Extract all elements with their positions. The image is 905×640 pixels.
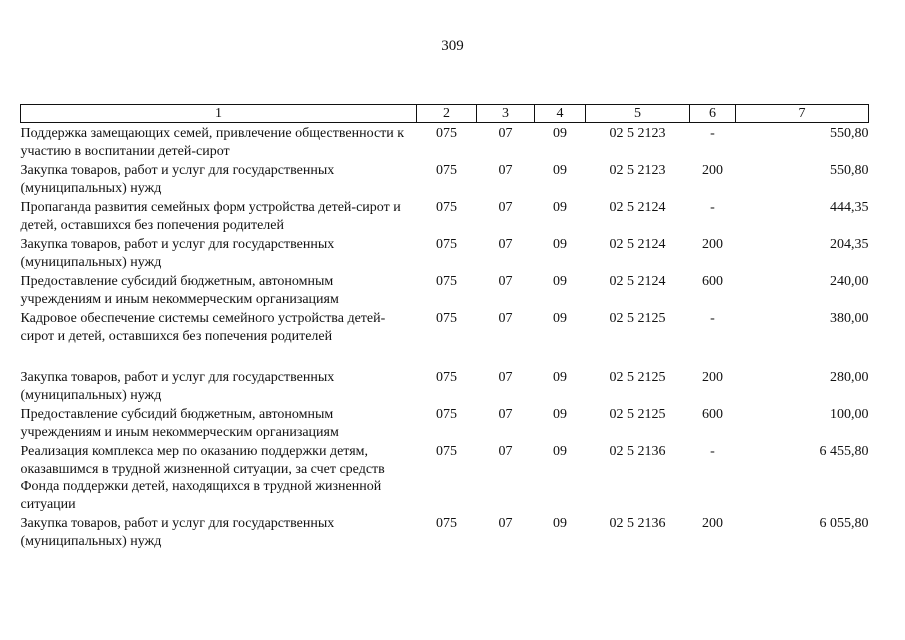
- table-row: [21, 197, 869, 234]
- section-code: 07: [498, 163, 513, 178]
- ministry-code: 075: [436, 237, 457, 252]
- subsection-code: 09: [553, 274, 567, 289]
- amount: 6 055,80: [819, 516, 869, 531]
- section-code: 07: [498, 370, 513, 385]
- amount: 550,80: [830, 126, 869, 141]
- expense-type-code: 200: [702, 516, 723, 531]
- section-code: 07: [498, 407, 513, 422]
- column-header: 5: [586, 105, 690, 123]
- target-article-code: 02 5 2123: [609, 163, 666, 178]
- target-article-code: 02 5 2125: [609, 407, 666, 422]
- column-header: 2: [417, 105, 477, 123]
- table-row: [21, 160, 869, 197]
- table-row: [21, 513, 869, 550]
- item-description: Предоставление субсидий бюджетным, автономным учреждениям и иным некоммерческим организациям: [20, 407, 339, 440]
- table-row: [21, 123, 869, 161]
- amount: 280,00: [830, 370, 869, 385]
- amount: 240,00: [830, 274, 869, 289]
- column-header: 7: [736, 105, 869, 123]
- subsection-code: 09: [553, 237, 567, 252]
- budget-table: [20, 104, 869, 550]
- page-number: 309: [441, 38, 464, 54]
- item-description: Реализация комплекса мер по оказанию поддержки детям, оказавшимся в трудной жизненной ситуации, за счет средств Фонда поддержки детей, находящихся в трудной жизненной ситуации: [20, 444, 385, 512]
- section-code: 07: [498, 237, 513, 252]
- item-description: Поддержка замещающих семей, привлечение общественности к участию в воспитании детей-сирот: [20, 126, 405, 159]
- item-description: Закупка товаров, работ и услуг для государственных (муниципальных) нужд: [20, 370, 335, 403]
- expense-type-code: 200: [702, 163, 723, 178]
- amount: 444,35: [830, 200, 869, 215]
- ministry-code: 075: [436, 200, 457, 215]
- expense-type-code: 200: [702, 370, 723, 385]
- section-code: 07: [498, 444, 513, 459]
- amount: 550,80: [830, 163, 869, 178]
- amount: 100,00: [830, 407, 869, 422]
- subsection-code: 09: [553, 516, 567, 531]
- subsection-code: 09: [553, 163, 567, 178]
- table-row: [21, 271, 869, 308]
- item-description: Закупка товаров, работ и услуг для государственных (муниципальных) нужд: [20, 237, 335, 270]
- section-code: 07: [498, 274, 513, 289]
- ministry-code: 075: [436, 163, 457, 178]
- amount: 380,00: [830, 311, 869, 326]
- ministry-code: 075: [436, 311, 457, 326]
- target-article-code: 02 5 2124: [609, 237, 666, 252]
- ministry-code: 075: [436, 370, 457, 385]
- subsection-code: 09: [553, 126, 567, 141]
- table-row: [21, 308, 869, 367]
- target-article-code: 02 5 2124: [609, 200, 666, 215]
- ministry-code: 075: [436, 444, 457, 459]
- table-row: [21, 404, 869, 441]
- header-row: [21, 105, 869, 123]
- ministry-code: 075: [436, 516, 457, 531]
- column-header: 3: [477, 105, 535, 123]
- target-article-code: 02 5 2123: [609, 126, 666, 141]
- column-header: 1: [21, 105, 417, 123]
- target-article-code: 02 5 2136: [609, 516, 666, 531]
- amount: 204,35: [830, 237, 869, 252]
- item-description: Закупка товаров, работ и услуг для государственных (муниципальных) нужд: [20, 163, 335, 196]
- item-description: Закупка товаров, работ и услуг для государственных (муниципальных) нужд: [20, 516, 335, 549]
- section-code: 07: [498, 200, 513, 215]
- item-description: Предоставление субсидий бюджетным, автономным учреждениям и иным некоммерческим организациям: [20, 274, 339, 307]
- section-code: 07: [498, 516, 513, 531]
- subsection-code: 09: [553, 407, 567, 422]
- target-article-code: 02 5 2125: [609, 370, 666, 385]
- column-header: 6: [690, 105, 736, 123]
- table-row: [21, 234, 869, 271]
- amount: 6 455,80: [819, 444, 869, 459]
- ministry-code: 075: [436, 126, 457, 141]
- item-description: Кадровое обеспечение системы семейного устройства детей-сирот и детей, оставшихся без попечения родителей: [20, 311, 386, 344]
- expense-type-code: -: [710, 200, 715, 215]
- subsection-code: 09: [553, 311, 567, 326]
- section-code: 07: [498, 126, 513, 141]
- ministry-code: 075: [436, 274, 457, 289]
- subsection-code: 09: [553, 444, 567, 459]
- expense-type-code: -: [710, 311, 715, 326]
- expense-type-code: 600: [702, 274, 723, 289]
- expense-type-code: -: [710, 444, 715, 459]
- ministry-code: 075: [436, 407, 457, 422]
- expense-type-code: 200: [702, 237, 723, 252]
- expense-type-code: 600: [702, 407, 723, 422]
- subsection-code: 09: [553, 370, 567, 385]
- target-article-code: 02 5 2125: [609, 311, 666, 326]
- subsection-code: 09: [553, 200, 567, 215]
- section-code: 07: [498, 311, 513, 326]
- column-header: 4: [535, 105, 586, 123]
- target-article-code: 02 5 2136: [609, 444, 666, 459]
- table-row: [21, 441, 869, 513]
- item-description: Пропаганда развития семейных форм устройства детей-сирот и детей, оставшихся без попечения родителей: [20, 200, 401, 233]
- table-row: [21, 367, 869, 404]
- target-article-code: 02 5 2124: [609, 274, 666, 289]
- expense-type-code: -: [710, 126, 715, 141]
